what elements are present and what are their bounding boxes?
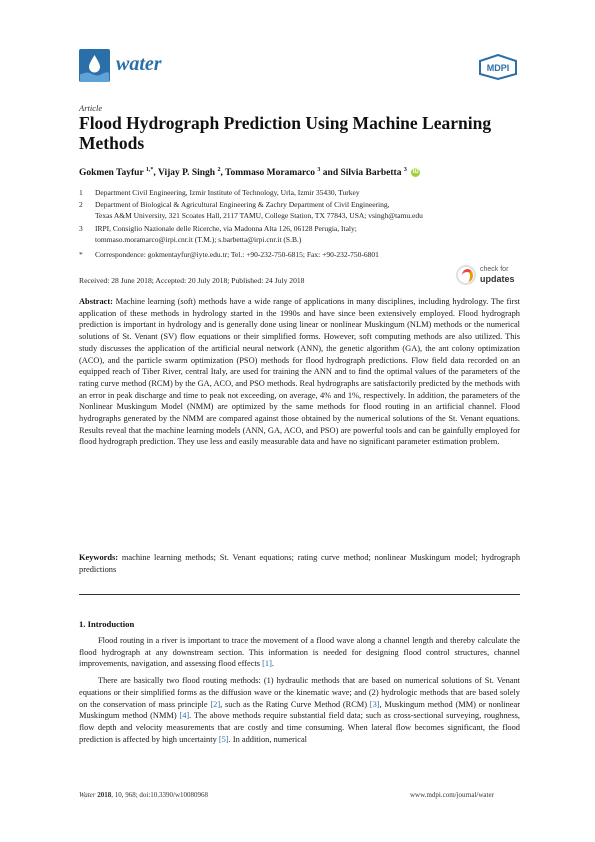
- affiliation-number: 2: [79, 200, 83, 209]
- paper-title: Flood Hydrograph Prediction Using Machine Learning Methods: [79, 113, 492, 153]
- section-heading: 1. Introduction: [79, 619, 135, 629]
- affiliation-number: 1: [79, 188, 83, 197]
- affiliation-2: [79, 200, 529, 222]
- citation-link[interactable]: [4]: [179, 711, 190, 721]
- abstract-label: Abstract:: [79, 297, 113, 306]
- footer-doi[interactable]: , 10, 968; doi:10.3390/w10080968: [111, 791, 209, 799]
- correspondence-text: Correspondence: gokmentayfur@iyte.edu.tr; Tel.: +90-232-750-6815; Fax: +90-232-750-6801: [95, 250, 379, 259]
- paragraph-text: There are basically two flood routing methods: (1) hydraulic methods that are based on numerical solutions of St. Venant equations or their simplified forms as the diffusion wave or the kinematic wave; and (2) hydrologic methods that are based solely on the conservation of mass principle: [79, 676, 520, 709]
- author-affil: 2: [217, 167, 221, 173]
- water-drop-icon: [79, 49, 110, 82]
- correspondence: [79, 250, 529, 261]
- affiliation-3: [79, 224, 529, 246]
- paragraph-text: . In addition, numerical: [228, 734, 308, 744]
- paragraph-text: , such as the Rating Curve Method (RCM): [220, 699, 368, 709]
- paragraph: [79, 635, 520, 670]
- affiliation-text: Department of Biological & Agricultural Engineering & Zachry Department of Civil Engineering,: [95, 200, 390, 209]
- author-affil: 3: [317, 167, 321, 173]
- publication-dates: Received: 28 June 2018; Accepted: 20 July 2018; Published: 24 July 2018: [79, 276, 305, 285]
- journal-logo: [79, 49, 110, 82]
- article-type: Article: [79, 103, 103, 113]
- paragraph-text: .: [271, 659, 274, 669]
- footer-citation: [79, 791, 208, 799]
- check-for-updates-badge[interactable]: [456, 263, 520, 289]
- author-affil: 3: [403, 167, 407, 173]
- affiliation-number: *: [79, 250, 83, 259]
- introduction-body: [79, 635, 520, 750]
- affiliation-text: Department Civil Engineering, Izmir Institute of Technology, Urla, Izmir 35430, Turkey: [95, 188, 360, 197]
- update-icon: [456, 265, 476, 285]
- footer-journal: Water: [79, 791, 96, 799]
- paragraph-text: Flood routing in a river is important to trace the movement of a flood wave along a channel length and thereby calculate the flood hydrograph at any downstream section. This information is needed for designing flood control structures, channel improvements, navigation, and assessing flood effects: [79, 636, 520, 669]
- citation-link[interactable]: [5]: [218, 734, 229, 744]
- orcid-icon[interactable]: iD: [412, 169, 419, 176]
- citation-link[interactable]: [3]: [369, 699, 380, 709]
- author-name[interactable]: Vijay P. Singh: [157, 168, 216, 179]
- journal-name: water: [116, 53, 162, 75]
- paragraph-text: . The above methods require substantial field data; such as cross-sectional surveying, roughness, flow depth and velocity measurements that are costly and time consuming. When lateral flow becomes significant, the flood prediction is affected by high uncertainty: [79, 711, 521, 744]
- author-affil: 1,*: [145, 167, 154, 173]
- abstract: [79, 296, 520, 448]
- author-list: Gokmen Tayfur $^{1,*}$, Vijay P. Singh $^2$, Tommaso Moramarco $^3$ and Silvia Barbetta $^3$ iD: [79, 167, 419, 179]
- affiliation-text: tommaso.moramarco@irpi.cnr.it (T.M.); s.barbetta@irpi.cnr.it (S.B.): [95, 235, 302, 244]
- footer-year: 2018: [97, 791, 112, 799]
- author-and: and: [322, 168, 339, 179]
- abstract-text: Machine learning (soft) methods have a wide range of applications in many disciplines, including hydrology. The first application of these methods in hydrology started in the 1990s and have since been extensively employed. Flood hydrograph prediction is important in hydrology and is generally done using linear or nonlinear Muskingum (NLM) methods or the numerical solutions of St. Venant (SV) flow equations or their simplified forms. However, soft computing methods are also utilized. This study discusses the application of the artificial neural network (ANN), the genetic algorithm (GA), the ant colony optimization (ACO), and the particle swarm optimization (PSO) methods for flood hydrograph predictions. Flow field data recorded on an equipped reach of Tiber River, central Italy, are used for training the ANN and to find the optimal values of the parameters of the rating curve method (RCM) by the GA, ACO, and PSO methods. Real hydrographs are satisfactorily predicted by the methods with an error in peak discharge and time to peak not exceeding, on average, 4% and 1%, respectively. In addition, the parameters of the Nonlinear Muskingum Model (NMM) are optimized by the same methods for flood routing in an artificial channel. Flood hydrographs generated by the NMM are compared against those obtained by the numerical solutions of the St. Venant equations. Results reveal that the machine learning models (ANN, GA, ACO, and PSO) are powerful tools and can be gainfully employed for flood hydrograph prediction. They use less and easily measurable data and have no significant parameter estimation problem.: [79, 297, 521, 447]
- citation-link[interactable]: [2]: [210, 699, 221, 709]
- affiliation-1: [79, 188, 529, 199]
- paragraph-text: , Muskingum method (MM) or nonlinear Muskingum method (NMM): [79, 699, 521, 721]
- author-name[interactable]: Silvia Barbetta: [340, 168, 402, 179]
- keywords: [79, 552, 520, 575]
- footer-url[interactable]: www.mdpi.com/journal/water: [410, 791, 494, 799]
- affiliation-text: Texas A&M University, 321 Scoates Hall, 2117 TAMU, College Station, TX 77843, USA; vsingh@tamu.edu: [95, 211, 423, 220]
- keywords-text: machine learning methods; St. Venant equations; rating curve method; nonlinear Muskingum model; hydrograph predictions: [79, 553, 521, 574]
- mdpi-logo: [478, 54, 518, 80]
- author-name[interactable]: Gokmen Tayfur: [79, 168, 144, 179]
- mdpi-logo-text: MDPI: [486, 63, 510, 73]
- section-divider: [79, 594, 520, 595]
- citation-link[interactable]: [1]: [262, 659, 272, 669]
- affiliation-text: IRPI, Consiglio Nazionale delle Ricerche, via Madonna Alta 126, 06128 Perugia, Italy;: [95, 224, 357, 233]
- affiliation-number: 3: [79, 224, 83, 233]
- keywords-label: Keywords:: [79, 553, 119, 562]
- author-name[interactable]: Tommaso Moramarco: [225, 168, 316, 179]
- check-for-label: check for: [480, 266, 509, 273]
- updates-label: updates: [480, 274, 515, 284]
- paragraph: [79, 675, 520, 745]
